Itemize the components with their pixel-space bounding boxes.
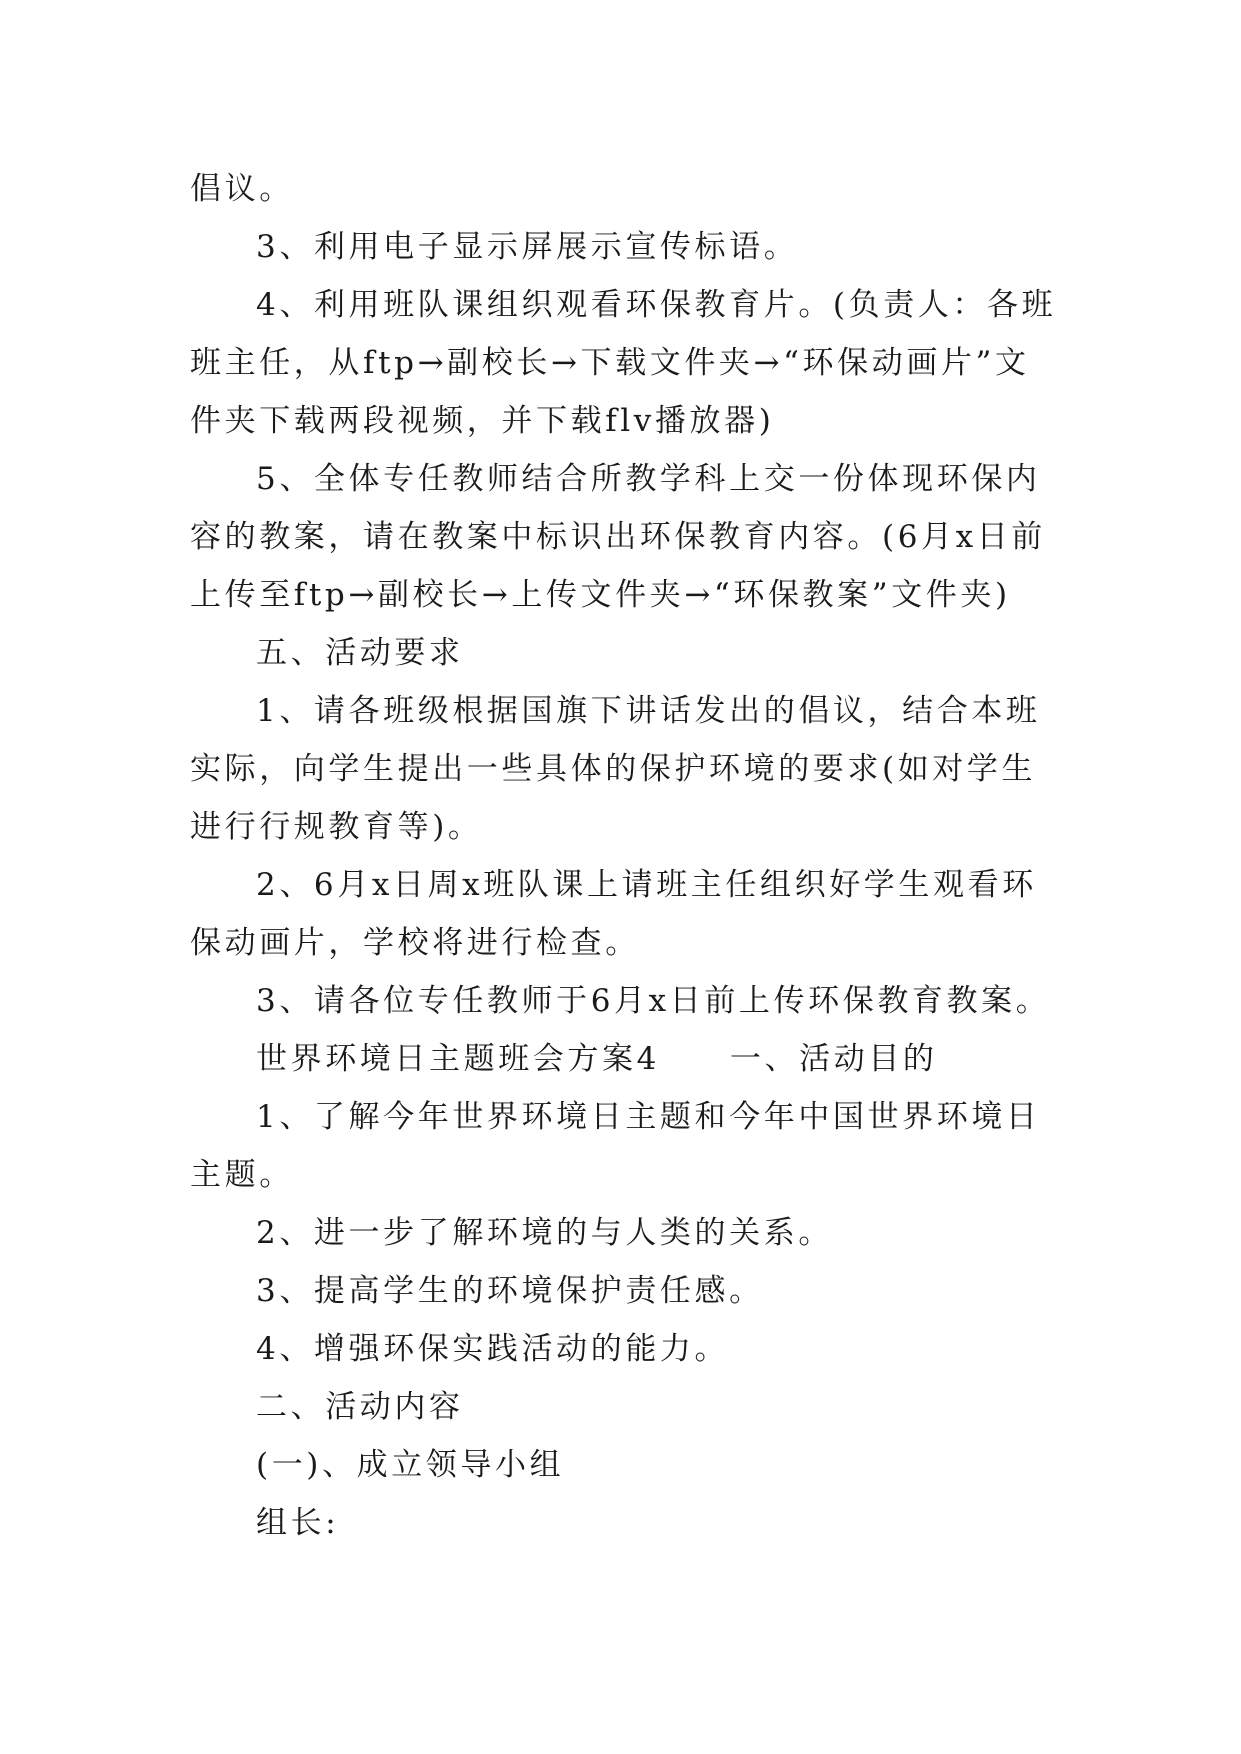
paragraph-7: 2、6月x日周x班队课上请班主任组织好学生观看环保动画片，学校将进行检查。 [190, 867, 1037, 961]
paragraph-13: 4、增强环保实践活动的能力。 [256, 1331, 730, 1367]
section-heading-purpose: 一、活动目的 [729, 1041, 938, 1077]
paragraph-3: 4、利用班队课组织观看环保教育片。(负责人：各班班主任，从ftp→副校长→下载文件夹→“环保动画片”文件夹下载两段视频，并下载flv播放器) [190, 287, 1057, 439]
paragraph-4: 5、全体专任教师结合所教学科上交一份体现环保内容的教案，请在教案中标识出环保教育内容。(6月x日前上传至ftp→副校长→上传文件夹→“环保教案”文件夹) [190, 461, 1046, 613]
plan-title: 世界环境日主题班会方案4 [256, 1041, 660, 1077]
subsection-heading-leadership: (一)、成立领导小组 [256, 1447, 565, 1483]
plan-title-line [190, 1030, 1060, 1088]
paragraph-12: 3、提高学生的环境保护责任感。 [256, 1273, 764, 1309]
paragraph-10: 1、了解今年世界环境日主题和今年中国世界环境日主题。 [190, 1099, 1041, 1193]
paragraph-6: 1、请各班级根据国旗下讲话发出的倡议，结合本班实际，向学生提出一些具体的保护环境的要求(如对学生进行行规教育等)。 [190, 693, 1041, 845]
paragraph-11: 2、进一步了解环境的与人类的关系。 [256, 1215, 833, 1251]
paragraph-8: 3、请各位专任教师于6月x日前上传环保教育教案。 [256, 983, 1051, 1019]
document-body [190, 160, 1060, 1552]
paragraph-1: 倡议。 [190, 171, 294, 207]
paragraph-2: 3、利用电子显示屏展示宣传标语。 [256, 229, 799, 265]
section-heading-requirements: 五、活动要求 [256, 635, 464, 671]
section-heading-content: 二、活动内容 [256, 1389, 464, 1425]
paragraph-16: 组长: [256, 1505, 340, 1541]
